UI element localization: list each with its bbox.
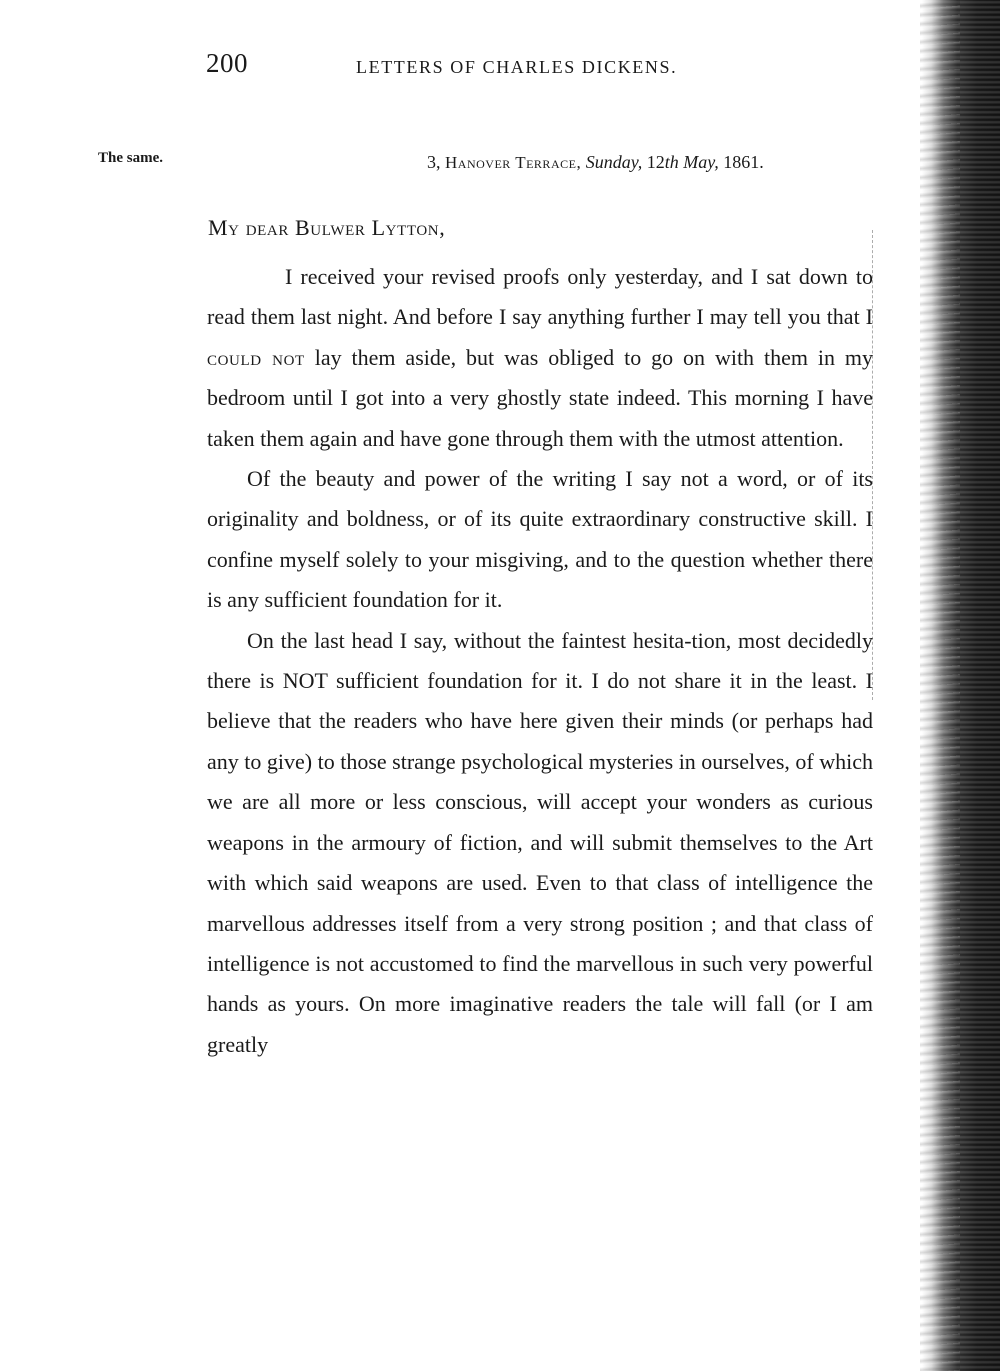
letter-body	[207, 257, 873, 1065]
paragraph-2: Of the beauty and power of the writing I say not a word, or of its originality and boldness, or of its quite extraordinary constructive skill. I confine myself solely to your misgiving, and to the question whether there is any sufficient foundation for it.	[207, 466, 873, 613]
date-day: Sunday,	[585, 152, 643, 172]
paragraph-1: I received your revised proofs only yesterday, and I sat down to read them last night. And before I say anything further I may tell you that I could not lay them aside, but was obliged to go on with them in my bedroom until I got into a very ghostly state indeed. This morning I have taken them again and have gone through them with the utmost attention.	[207, 264, 873, 451]
page-number: 200	[206, 48, 248, 78]
address-street: Hanover Terrace,	[445, 153, 582, 172]
date-year: 1861.	[723, 152, 764, 172]
date-suffix: th	[664, 152, 679, 172]
page-header	[206, 48, 766, 88]
date-number: 12	[646, 152, 665, 172]
date-month: May,	[683, 152, 719, 172]
side-note: The same.	[98, 150, 163, 166]
scan-shadow-texture	[920, 0, 960, 1371]
salutation: My dear Bulwer Lytton,	[208, 215, 446, 240]
emphasis-could-not: could not	[207, 344, 305, 370]
running-head: LETTERS OF CHARLES DICKENS.	[356, 57, 678, 77]
paragraph-3: On the last head I say, without the faintest hesita-tion, most decidedly there is NOT sufficient foundation for it. I do not share it in the least. I believe that the readers who have here given their minds (or perhaps had any to give) to those strange psychological mysteries in ourselves, of which we are all more or less conscious, will accept your wonders as curious weapons in the armoury of fiction, and will submit themselves to the Art with which said weapons are used. Even to that class of intelligence the marvellous addresses itself from a very strong position ; and that class of intelligence is not accustomed to find the marvellous in such very powerful hands as yours. On more imaginative readers the tale will fall (or I am greatly	[207, 627, 873, 1057]
address-number: 3,	[427, 152, 441, 172]
dateline	[427, 152, 764, 173]
